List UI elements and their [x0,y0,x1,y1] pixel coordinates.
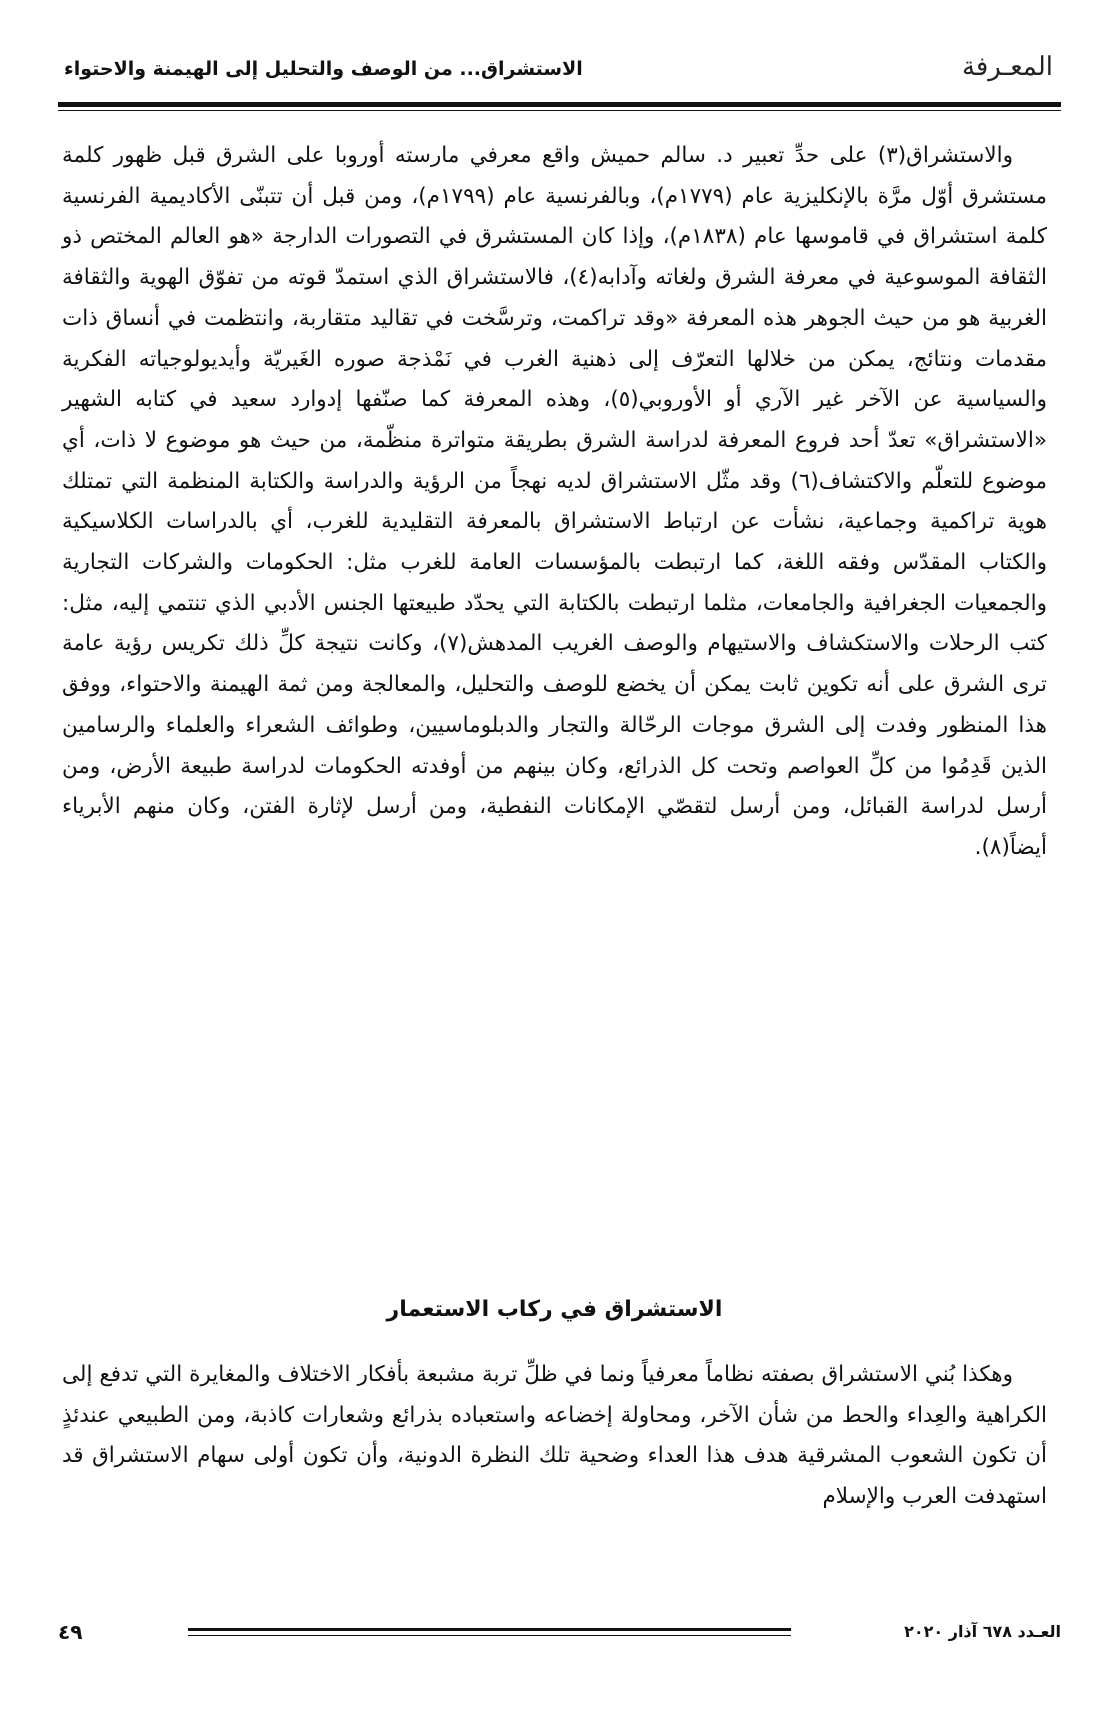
running-title: الاستشراق... من الوصف والتحليل إلى الهيمنة والاحتواء [64,58,583,80]
main-text [62,136,1047,869]
header-rule-thick [58,102,1061,107]
section-text [62,1355,1047,1518]
paragraph: وهكذا بُني الاستشراق بصفته نظاماً معرفياً ونما في ظلِّ تربة مشبعة بأفكار الاختلاف والمغايرة التي تدفع إلى الكراهية والعِداء والحط من شأن الآخر، ومحاولة إخضاعه واستعباده بذرائع وشعارات كاذبة، ومن الطبيعي عندئذٍ أن تكون الشعوب المشرقية هدف هذا العداء وضحية تلك النظرة الدونية، وأن تكون أولى سهام الاستشراق قد استهدفت العرب والإسلام [62,1362,1047,1510]
footer-rule-thin [188,1635,791,1636]
header-rule-thin [58,110,1061,111]
paragraph: والاستشراق(٣) على حدِّ تعبير د. سالم حميش واقع معرفي مارسته أوروبا على الشرق قبل ظهور كلمة مستشرق أوّل مرَّة بالإنكليزية عام (١٧٧٩م)، وبالفرنسية عام (١٧٩٩م)، ومن قبل أن تتبنّى الأكاديمية الفرنسية كلمة استشراق في قاموسها عام (١٨٣٨م)، وإذا كان المستشرق في التصورات الدارجة «هو العالم المختص ذو الثقافة الموسوعية في معرفة الشرق ولغاته وآدابه(٤)، فالاستشراق الذي استمدّ قوته من تفوّق الهوية والثقافة الغربية هو من حيث الجوهر هذه المعرفة «وقد تراكمت، وترسَّخت في تقاليد متقاربة، وانتظمت في أنساق ذات مقدمات ونتائج، يمكن من خلالها التعرّف إلى ذهنية الغرب في نَمْذجة صوره الغَيريّة وأيديولوجياته الفكرية والسياسية عن الآخر غير الآري أو الأوروبي(٥)، وهذه المعرفة كما صنّفها إدوارد سعيد في كتابه الشهير «الاستشراق» تعدّ أحد فروع المعرفة لدراسة الشرق بطريقة متواترة منظّمة، من حيث هو موضوع لا ذات، أي موضوع للتعلّم والاكتشاف(٦) وقد مثّل الاستشراق لديه نهجاً من الرؤية والدراسة والكتابة المنظمة التي تمتلك هوية تراكمية وجماعية، نشأت عن ارتباط الاستشراق بالمعرفة التقليدية للغرب، أي بالدراسات الكلاسيكية والكتاب المقدّس وفقه اللغة، كما ارتبطت بالمؤسسات العامة للغرب مثل: الحكومات والشركات التجارية والجمعيات الجغرافية والجامعات، مثلما ارتبطت بالكتابة التي يحدّد طبيعتها الجنس الأدبي الذي تنتمي إليه، مثل: كتب الرحلات والاستكشاف والاستيهام والوصف الغريب المدهش(٧)، وكانت نتيجة كلِّ ذلك تكريس رؤية عامة ترى الشرق على أنه تكوين ثابت يمكن أن يخضع للوصف والتحليل، والمعالجة ومن ثمة الهيمنة والاحتواء، ووفق هذا المنظور وفدت إلى الشرق موجات الرحّالة والتجار والدبلوماسيين، وطوائف الشعراء والعلماء والرسامين الذين قَدِمُوا من كلِّ العواصم وتحت كل الذرائع، وكان بينهم من أوفدته الحكومات لدراسة طبيعة الأرض، ومن أرسل لدراسة القبائل، ومن أرسل لتقصّي الإمكانات النفطية، ومن أرسل لإثارة الفتن، وكان منهم الأبرياء أيضاً(٨). [62,143,1048,860]
section-heading: الاستشراق في ركاب الاستعمار [386,1297,723,1322]
page-number: ٤٩ [58,1620,83,1644]
footer-rule-thick [188,1628,791,1631]
page-header [58,44,1061,98]
magazine-logo: المعـرفة [961,52,1053,82]
issue-info: العـدد ٦٧٨ آذار ٢٠٢٠ [904,1622,1061,1641]
page-footer [58,1620,1061,1660]
